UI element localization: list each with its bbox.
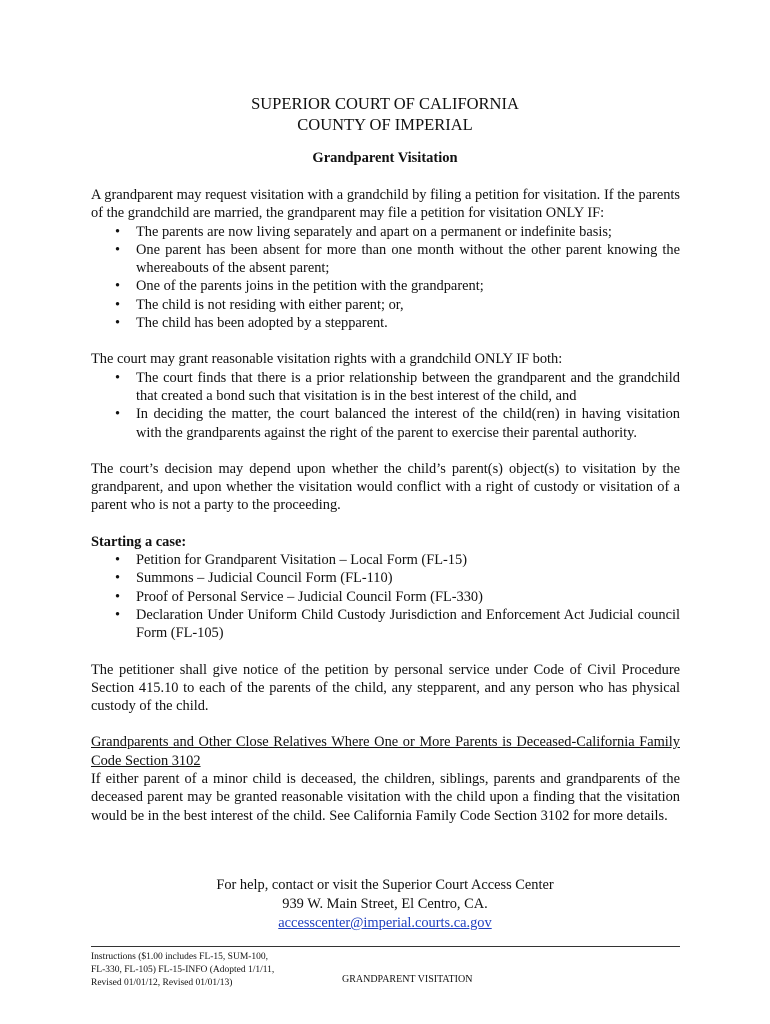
list-item: • Summons – Judicial Council Form (FL-110) <box>136 569 680 587</box>
document-title: Grandparent Visitation <box>312 150 458 166</box>
footer-divider <box>91 946 680 947</box>
court-header <box>0 93 770 135</box>
list-item: • The court finds that there is a prior relationship between the grandparent and the grandchild that created a bond such that visitation is in the best interest of the child, and <box>136 369 680 406</box>
footer-form-info <box>91 951 311 990</box>
relatives-heading: Grandparents and Other Close Relatives Where One or More Parents is Deceased-California Family Code Section 3102 <box>91 734 680 769</box>
list-item: • The parents are now living separately and apart on a permanent or indefinite basis; <box>136 223 680 241</box>
starting-heading: Starting a case: <box>91 533 187 550</box>
county-name: COUNTY OF IMPERIAL <box>297 115 473 134</box>
relatives-paragraph: If either parent of a minor child is deceased, the children, siblings, parents and grandparents of the deceased parent may be granted reasonable visitation with the child upon a finding that the visitation would be in the best interest of the child. See California Family Code Section 3102 for more details. <box>91 771 680 824</box>
grant-conditions-list <box>91 369 680 442</box>
help-text: For help, contact or visit the Superior Court Access Center <box>216 877 554 893</box>
list-item: • One parent has been absent for more than one month without the other parent knowing the whereabouts of the absent parent; <box>136 241 680 278</box>
footer-line: Revised 01/01/12, Revised 01/01/13) <box>91 978 233 988</box>
grant-intro-paragraph: The court may grant reasonable visitation rights with a grandchild ONLY IF both: <box>91 351 563 368</box>
email-link[interactable]: accesscenter@imperial.courts.ca.gov <box>278 915 492 931</box>
list-item: • Petition for Grandparent Visitation – Local Form (FL-15) <box>136 551 680 569</box>
footer-line: FL-330, FL-105) FL-15-INFO (Adopted 1/1/11, <box>91 965 275 975</box>
list-item: • One of the parents joins in the petition with the grandparent; <box>136 277 680 295</box>
help-section <box>0 876 770 933</box>
footer-line: Instructions ($1.00 includes FL-15, SUM-100, <box>91 952 269 962</box>
list-item: • The child has been adopted by a stepparent. <box>136 314 680 332</box>
forms-list <box>91 551 680 642</box>
footer-title: GRANDPARENT VISITATION <box>342 974 473 985</box>
list-item: • Proof of Personal Service – Judicial Council Form (FL-330) <box>136 588 680 606</box>
document-body <box>91 186 680 825</box>
court-name: SUPERIOR COURT OF CALIFORNIA <box>251 94 519 113</box>
conditions-list <box>91 223 680 333</box>
decision-paragraph: The court’s decision may depend upon whether the child’s parent(s) object(s) to visitation by the grandparent, and upon whether the visitation would conflict with a right of custody or visitation of a parent who is not a party to the proceeding. <box>91 460 680 514</box>
list-item: • The child is not residing with either parent; or, <box>136 296 680 314</box>
list-item: • In deciding the matter, the court balanced the interest of the child(ren) in having visitation with the grandparents against the right of the parent to exercise their parental authority. <box>136 405 680 442</box>
notice-paragraph: The petitioner shall give notice of the petition by personal service under Code of Civil Procedure Section 415.10 to each of the parents of the child, any stepparent, and any person who has physical custody of the child. <box>91 661 680 715</box>
list-item: • Declaration Under Uniform Child Custody Jurisdiction and Enforcement Act Judicial council Form (FL-105) <box>136 606 680 643</box>
help-address: 939 W. Main Street, El Centro, CA. <box>282 896 488 912</box>
intro-paragraph: A grandparent may request visitation with a grandchild by filing a petition for visitation. If the parents of the grandchild are married, the grandparent may file a petition for visitation ONLY IF: <box>91 187 680 222</box>
